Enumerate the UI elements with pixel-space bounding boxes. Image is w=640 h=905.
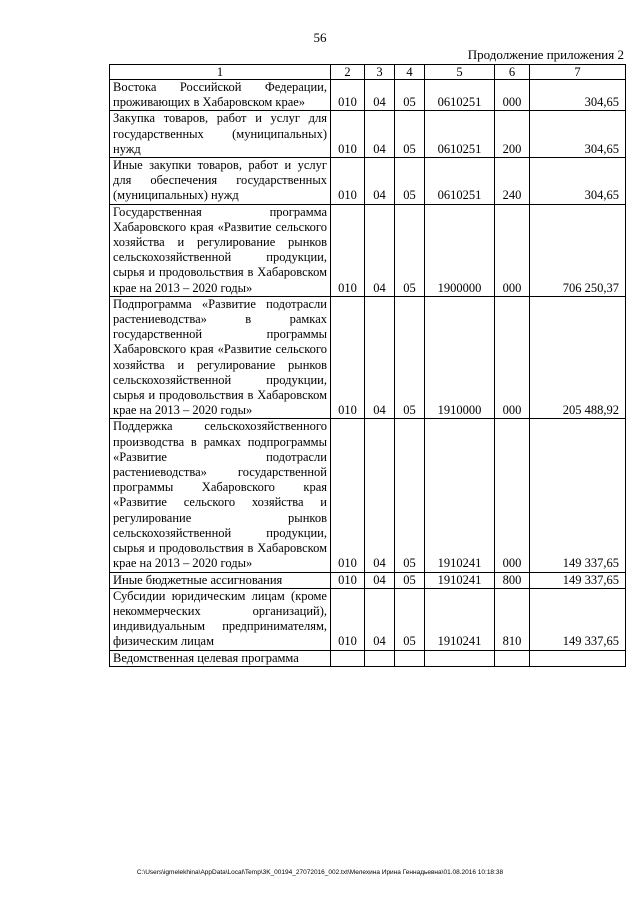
table-row [110, 204, 626, 296]
code-pr: 05 [395, 588, 425, 650]
amount: 205 488,92 [530, 296, 626, 419]
code-vr: 000 [495, 80, 530, 111]
amount: 149 337,65 [530, 572, 626, 588]
amount: 149 337,65 [530, 588, 626, 650]
row-name: Востока Российской Федерации, проживающих в Хабаровском крае» [110, 80, 331, 111]
code-rz: 04 [365, 296, 395, 419]
code-rz: 04 [365, 588, 395, 650]
code-vr: 800 [495, 572, 530, 588]
code-vr: 000 [495, 419, 530, 572]
table-header-row [110, 65, 626, 80]
code-pr: 05 [395, 111, 425, 158]
amount: 304,65 [530, 80, 626, 111]
code-vr: 200 [495, 111, 530, 158]
header-cell: 7 [530, 65, 626, 80]
code-gr: 010 [331, 572, 365, 588]
row-name: Иные бюджетные ассигнования [110, 572, 331, 588]
code-vr: 240 [495, 158, 530, 205]
table-row [110, 296, 626, 419]
code-pr: 05 [395, 296, 425, 419]
table-row [110, 80, 626, 111]
row-name: Субсидии юридическим лицам (кроме некоммерческих организаций), индивидуальным предпринимателям, физическим лицам [110, 588, 331, 650]
table-row [110, 158, 626, 205]
code-gr: 010 [331, 588, 365, 650]
header-cell: 2 [331, 65, 365, 80]
code-gr: 010 [331, 111, 365, 158]
code-rz: 04 [365, 204, 395, 296]
code-gr: 010 [331, 419, 365, 572]
amount: 304,65 [530, 111, 626, 158]
table-row [110, 419, 626, 572]
code-vr: 000 [495, 296, 530, 419]
code-gr: 010 [331, 204, 365, 296]
row-name: Поддержка сельскохозяйственного производства в рамках подпрограммы «Развитие подотрасли растениеводства» государственной программы Хабаровского края «Развитие сельского хозяйства и регулирование рынков сельскохозяйственной продукции, сырья и продовольствия в Хабаровском крае на 2013 – 2020 годы» [110, 419, 331, 572]
amount [530, 650, 626, 666]
code-pr: 05 [395, 80, 425, 111]
file-path-footer: C:\Users\igmelekhina\AppData\Local\Temp\3K_00194_27072016_002.txt\Мелехина Ирина Геннадьевна\01.08.2016 10:18:38 [136, 869, 504, 876]
code-vr: 810 [495, 588, 530, 650]
code-gr: 010 [331, 158, 365, 205]
header-cell: 4 [395, 65, 425, 80]
code-rz: 04 [365, 80, 395, 111]
code-csr [425, 650, 495, 666]
code-rz: 04 [365, 572, 395, 588]
code-pr [395, 650, 425, 666]
code-csr: 1900000 [425, 204, 495, 296]
amount: 149 337,65 [530, 419, 626, 572]
code-pr: 05 [395, 419, 425, 572]
code-pr: 05 [395, 204, 425, 296]
header-cell: 5 [425, 65, 495, 80]
code-csr: 0610251 [425, 80, 495, 111]
code-csr: 0610251 [425, 111, 495, 158]
header-cell: 3 [365, 65, 395, 80]
code-vr: 000 [495, 204, 530, 296]
budget-table [109, 64, 626, 667]
code-gr: 010 [331, 80, 365, 111]
page-number: 56 [313, 30, 327, 45]
row-name: Подпрограмма «Развитие подотрасли растениеводства» в рамках государственной программы Хабаровского края «Развитие сельского хозяйства и регулирование рынков сельскохозяйственной продукции, сырья и продовольствия в Хабаровском крае на 2013 – 2020 годы» [110, 296, 331, 419]
code-gr: 010 [331, 296, 365, 419]
code-csr: 0610251 [425, 158, 495, 205]
table-row [110, 572, 626, 588]
amount: 304,65 [530, 158, 626, 205]
code-vr [495, 650, 530, 666]
code-csr: 1910000 [425, 296, 495, 419]
row-name: Закупка товаров, работ и услуг для государственных (муниципальных) нужд [110, 111, 331, 158]
table-row [110, 588, 626, 650]
code-gr [331, 650, 365, 666]
code-csr: 1910241 [425, 572, 495, 588]
code-csr: 1910241 [425, 588, 495, 650]
code-rz: 04 [365, 419, 395, 572]
row-name: Иные закупки товаров, работ и услуг для обеспечения государственных (муниципальных) нужд [110, 158, 331, 205]
code-rz [365, 650, 395, 666]
row-name: Ведомственная целевая программа [110, 650, 331, 666]
code-pr: 05 [395, 158, 425, 205]
code-csr: 1910241 [425, 419, 495, 572]
code-rz: 04 [365, 111, 395, 158]
header-cell: 1 [110, 65, 331, 80]
header-cell: 6 [495, 65, 530, 80]
continuation-label: Продолжение приложения 2 [467, 47, 624, 62]
code-rz: 04 [365, 158, 395, 205]
table-row [110, 650, 626, 666]
table-row [110, 111, 626, 158]
amount: 706 250,37 [530, 204, 626, 296]
row-name: Государственная программа Хабаровского края «Развитие сельского хозяйства и регулирование рынков сельскохозяйственной продукции, сырья и продовольствия в Хабаровском крае на 2013 – 2020 годы» [110, 204, 331, 296]
code-pr: 05 [395, 572, 425, 588]
